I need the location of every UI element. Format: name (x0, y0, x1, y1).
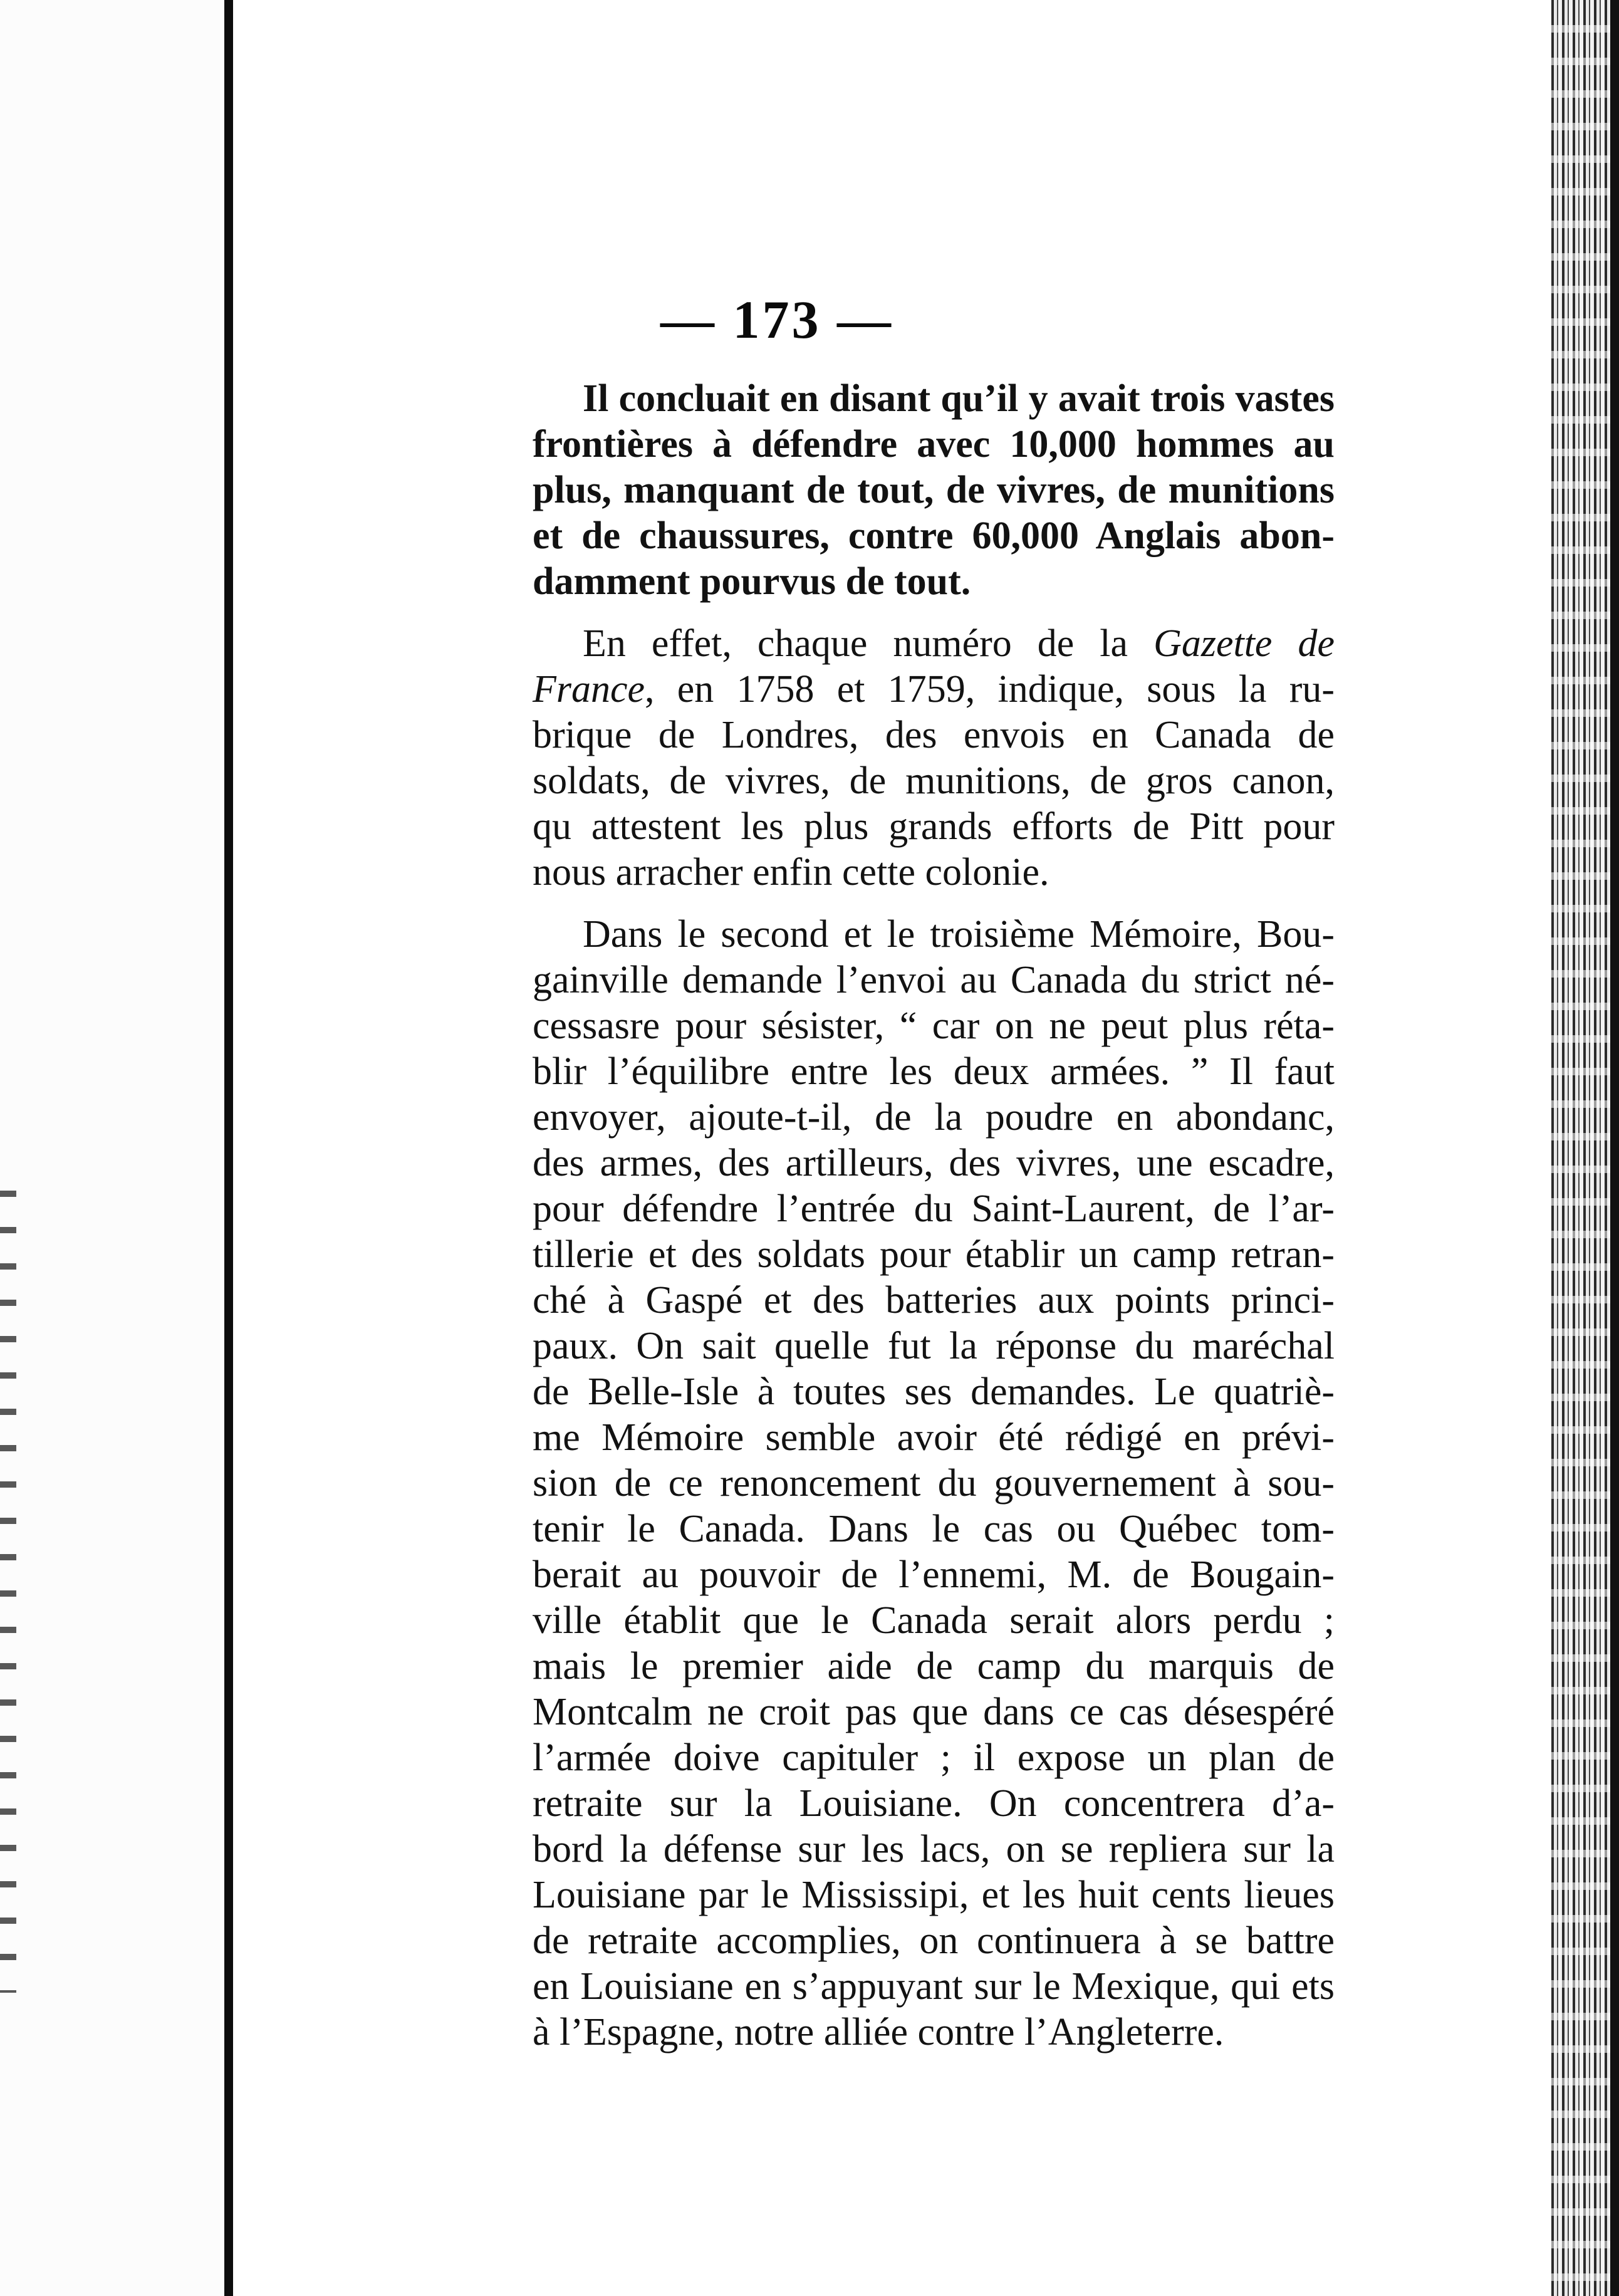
text-line: ché à Gaspé et des batteries aux points princi- (533, 1279, 1335, 1322)
text-line: à l’Espagne, notre alliée contre l’Angleterre. (533, 2011, 1224, 2053)
page-number: — 173 — (660, 290, 893, 350)
text-line: de Belle-Isle à toutes ses demandes. Le quatriè- (533, 1370, 1335, 1413)
text-line: tillerie et des soldats pour établir un camp retran- (533, 1233, 1335, 1276)
left-edge-specks (0, 1191, 16, 1993)
paragraph-3 (482, 912, 1335, 2055)
left-page-margin (0, 0, 232, 2296)
text-line: des armes, des artilleurs, des vivres, une escadre, (533, 1142, 1335, 1184)
text-line: ville établit que le Canada serait alors perdu ; (533, 1599, 1335, 1642)
text-line: l’armée doive capituler ; il expose un plan de (533, 1736, 1335, 1779)
right-border (1610, 0, 1619, 2296)
paragraph-1 (482, 376, 1335, 605)
text-line: blir l’équilibre entre les deux armées. ” Il faut (533, 1050, 1335, 1093)
text-line: et de chaussures, contre 60,000 Anglais abon- (533, 514, 1335, 557)
periodical-title: France (533, 668, 645, 711)
text-line: Il concluait en disant qu’il y avait trois vastes (583, 377, 1335, 420)
text-line: soldats, de vivres, de munitions, de gros canon, (533, 759, 1335, 802)
text-line: tenir le Canada. Dans le cas ou Québec tom- (533, 1508, 1335, 1550)
text-line: frontières à défendre avec 10,000 hommes au (533, 423, 1335, 466)
page-stack-shading (1551, 0, 1619, 2296)
text-line: France, en 1758 et 1759, indique, sous la ru- (533, 668, 1335, 711)
text-line: Dans le second et le troisième Mémoire, Bou- (583, 913, 1335, 956)
text-line: brique de Londres, des envois en Canada de (533, 714, 1335, 756)
text-line: envoyer, ajoute-t-il, de la poudre en abondanc, (533, 1096, 1335, 1139)
text-line: nous arracher enfin cette colonie. (533, 851, 1049, 894)
text-line: pour défendre l’entrée du Saint-Laurent, de l’ar- (533, 1187, 1335, 1230)
body-text (482, 376, 1335, 2072)
text-line: retraite sur la Louisiane. On concentrera d’a- (533, 1782, 1335, 1825)
text-line: cessasre pour sésister, “ car on ne peut plus réta- (533, 1004, 1335, 1047)
text-line: gainville demande l’envoi au Canada du strict né- (533, 959, 1335, 1001)
text-line: Montcalm ne croit pas que dans ce cas désespéré (533, 1691, 1335, 1733)
text-line: de retraite accomplies, on continuera à se battre (533, 1919, 1335, 1962)
text-line: mais le premier aide de camp du marquis de (533, 1645, 1335, 1688)
text-line: paux. On sait quelle fut la réponse du maréchal (533, 1325, 1335, 1367)
text-line: plus, manquant de tout, de vivres, de munitions (533, 469, 1335, 511)
text-line: damment pourvus de tout. (533, 560, 971, 603)
text-line: en Louisiane en s’appuyant sur le Mexique, qui ets (533, 1965, 1335, 2008)
binding-shadow-line (224, 0, 233, 2296)
paragraph-2 (482, 621, 1335, 895)
periodical-title: Gazette de (1153, 622, 1335, 665)
text-line: Louisiane par le Mississipi, et les huit cents lieues (533, 1874, 1335, 1916)
text-line: sion de ce renoncement du gouvernement à sou- (533, 1462, 1335, 1505)
text-line: En effet, chaque numéro de la Gazette de (583, 622, 1335, 665)
text-line: bord la défense sur les lacs, on se repliera sur la (533, 1828, 1335, 1871)
text-line: me Mémoire semble avoir été rédigé en prévi- (533, 1416, 1335, 1459)
text-line: berait au pouvoir de l’ennemi, M. de Bougain- (533, 1553, 1335, 1596)
text-line: qu attestent les plus grands efforts de Pitt pour (533, 805, 1335, 848)
